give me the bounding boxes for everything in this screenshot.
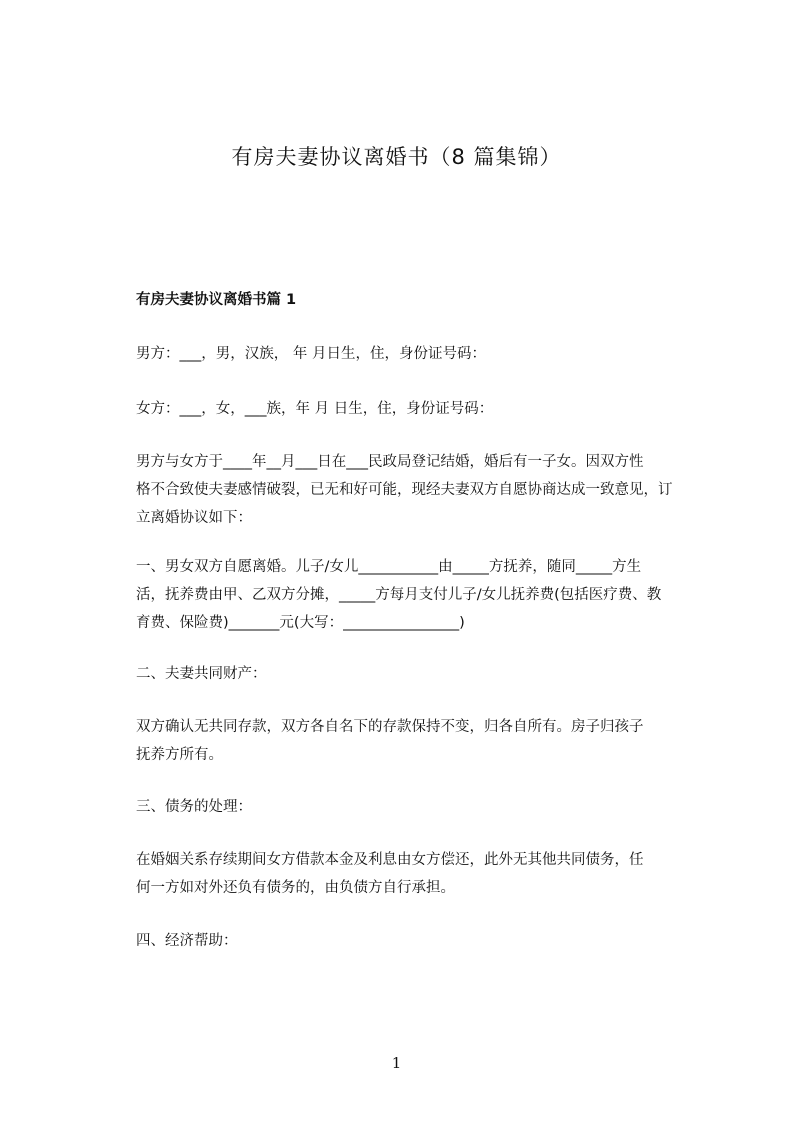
intro-line-2: 格不合致使夫妻感情破裂，已无和好可能，现经夫妻双方自愿协商达成一致意见，订 [136,482,673,498]
clause-3-paragraph [136,846,706,902]
section-heading: 有房夫妻协议离婚书篇 1 [136,292,297,308]
clause-3-heading: 三、债务的处理： [136,799,252,815]
clause-3-line-2: 何一方如对外还负有债务的，由负债方自行承担。 [136,880,455,896]
clause-1-line-3: 育费、保险费)_______元(大写：________________) [136,615,465,631]
clause-2-paragraph [136,713,706,769]
page-number: 1 [391,1054,402,1072]
clause-4-heading: 四、经济帮助： [136,933,238,949]
clause-3-line-1: 在婚姻关系存续期间女方借款本金及利息由女方偿还，此外无其他共同债务，任 [136,852,644,868]
intro-line-3: 立离婚协议如下： [136,510,252,526]
clause-2-line-1: 双方确认无共同存款，双方各自名下的存款保持不变，归各自所有。房子归孩子 [136,719,644,735]
document-title: 有房夫妻协议离婚书（8 篇集锦） [231,145,562,169]
clause-2-line-2: 抚养方所有。 [136,747,223,763]
intro-line-1: 男方与女方于____年__月___日在___民政局登记结婚，婚后有一子女。因双方性 [136,454,644,470]
clause-1-line-1: 一、男女双方自愿离婚。儿子/女儿___________由_____方抚养，随同_____方生 [136,559,642,575]
female-party-line: 女方：___，女，___族，年 月 日生，住，身份证号码： [136,401,494,417]
male-party-line: 男方：___，男，汉族， 年 月日生，住，身份证号码： [136,346,486,362]
clause-1-paragraph [136,553,706,637]
intro-paragraph [136,448,706,532]
clause-2-heading: 二、夫妻共同财产： [136,666,267,682]
clause-1-line-2: 活，抚养费由甲、乙双方分摊，_____方每月支付儿子/女儿抚养费(包括医疗费、教 [136,587,662,603]
